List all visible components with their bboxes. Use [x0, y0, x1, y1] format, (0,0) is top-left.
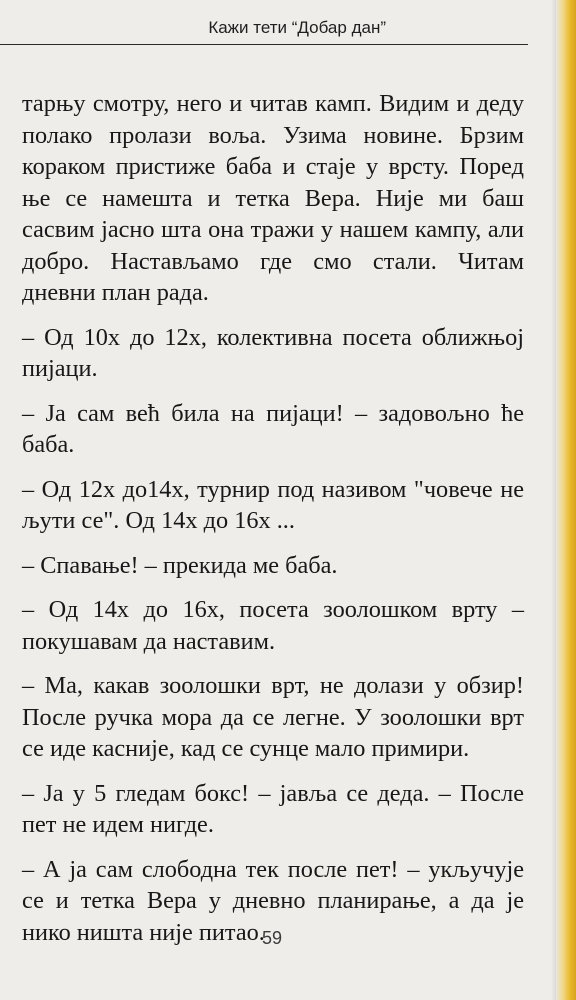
- paragraph: – Спавање! – прекида ме баба.: [22, 551, 338, 579]
- paragraph: – Од 14х до 16х, посета зоолошком врту – покушавам да наставим.: [22, 596, 524, 655]
- page-edge: [556, 0, 576, 1000]
- header-rule: [0, 44, 528, 45]
- paragraph: – Од 10х до 12х, колективна посета оближњој пијаци.: [22, 323, 524, 382]
- paragraph: – А ја сам слободна тек после пет! – укључује се и тетка Вера у дневно планирање, а да је нико ништа није питао.: [22, 855, 524, 946]
- running-head-title: Кажи тети “Добар дан”: [208, 18, 386, 37]
- paragraph: – Ја сам већ била на пијаци! – задовољно ће баба.: [22, 399, 524, 458]
- paragraph: – Ма, какав зоолошки врт, не долази у обзир! После ручка мора да се легне. У зоолошки врт се иде касније, кад се сунце мало примири.: [22, 672, 524, 762]
- paragraph: тарњу смотру, него и читав камп. Видим и деду полако пролази вољa. Узима новине. Брзим кораком пристиже баба и стаје у врсту. Поред ње се намешта и тетка Вера. Није ми баш сасвим јасно шта она тражи у нашем кампу, али добро. Настављамо где смо стали. Читам дневни план рада.: [22, 90, 524, 306]
- paragraph: – Ја у 5 гледам бокс! – јавља се деда. – После пет не идем нигде.: [22, 779, 524, 838]
- page-number: 59: [261, 928, 283, 948]
- paragraph: – Од 12х до14х, турнир под називом "човече не љути се". Од 14х до 16х ...: [22, 475, 524, 534]
- body-text: [22, 88, 524, 961]
- running-head: [0, 0, 528, 44]
